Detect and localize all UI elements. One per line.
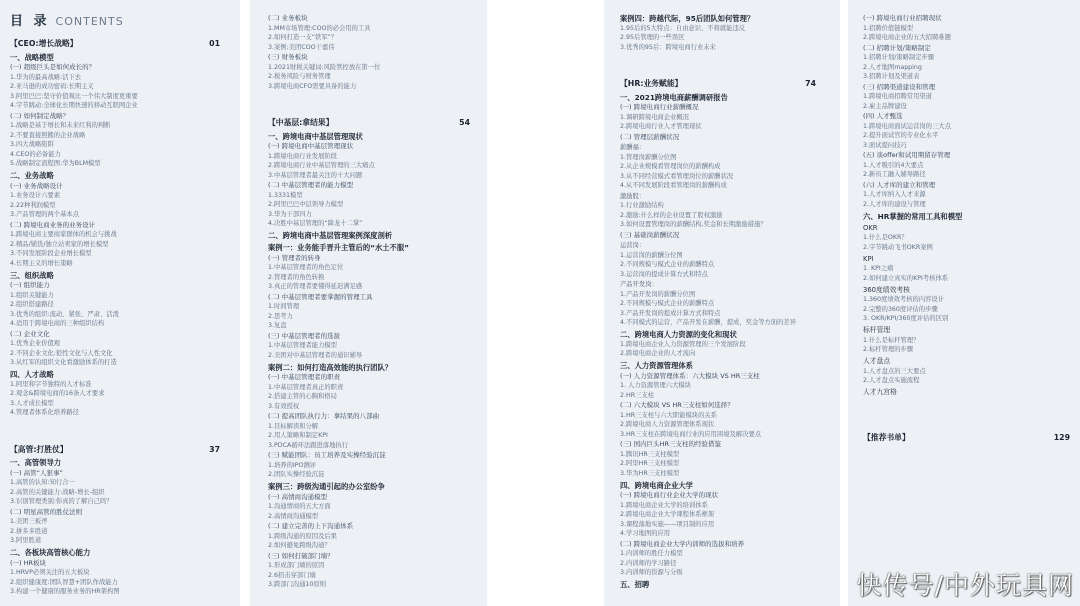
toc-item: 2.完整的360度评估的步骤 [863,305,938,313]
toc-item: 1.跨境电商企业大学的培训体系 [620,501,708,509]
toc-item: 4.从不同发展阶段看管理岗的薪酬构成 [620,182,727,189]
toc-item: 1.培养的IPO测评 [268,461,317,469]
toc-topic: 人才九宫格 [863,388,897,396]
toc-item: 2.跨境电商企业大学课程体系框架 [620,511,715,518]
toc-item: 3.课程落地实施——项目制的应用 [620,520,715,528]
toc-item: 1.华为的最高战略:活下去 [10,73,82,81]
toc-column [620,14,816,590]
toc-subsection: (三) 如何打破部门墙？ [268,551,334,560]
toc-item: 3.案例:美团COO干嘉伟 [268,43,335,51]
toc-item: 2.HR三支柱 [620,391,655,399]
toc-subsection: (二) 如何制定战略？ [10,111,70,120]
toc-item: 3.不同发展阶段企业增长模型 [10,250,92,257]
toc-subsection: (三) 赋能团队：员工培养及实操经验沉淀 [268,451,386,459]
toc-chapter-heading: 二、跨境电商中基层管理案例深度剖析 [268,231,393,240]
toc-item: 2.组织健康度:团队智慧+团队作战能力 [10,578,118,586]
toc-item: 1.中基层管理者的角色定位 [268,264,344,271]
toc-subsection: (二) 六大模块 VS HR三支柱如何选择？ [620,401,734,409]
toc-topic: 标杆管理 [863,326,891,334]
toc-page-number: 37 [209,444,220,454]
toc-page-number: 74 [805,79,816,88]
toc-label: 运营岗： [620,242,646,249]
toc-page-number: 54 [459,118,470,127]
toc-item: 3.复盘 [268,322,287,329]
toc-item: 1. KPI之痛 [863,265,894,272]
toc-item: 4.字节跳动:全球化长期快速的移动互联网企业 [10,102,138,109]
toc-item: 2.不要直接照搬的企业战略 [10,131,86,139]
toc-column [10,38,220,597]
toc-item: 1.内训师的胜任力模型 [620,550,683,557]
toc-label: 激励股： [620,192,646,200]
toc-item: 1.95后的5大特点：自由意识、不将就能违反 [620,24,746,32]
toc-case-heading: 案例一：业务能手晋升主管后的“水土不服” [268,243,409,252]
toc-subsection: (一) 跨境电商中基层管理现状 [268,142,354,150]
toc-item: 3.PDCA循环法跟进落地执行 [268,441,349,449]
toc-item: 3.识别管理类别:你真的了解自己吗？ [10,498,113,505]
toc-part-title: 【推荐书单】 [863,432,910,442]
toc-item: 3.从不同经营模式看管理岗位的薪酬状况 [620,172,734,180]
toc-item: 2.美团对中基层管理者的通识辅导 [268,351,363,359]
toc-item: 3.面试提问技巧 [863,141,907,149]
toc-page-panel [848,0,1080,606]
toc-item: 4.CEO的必备能力 [10,150,61,158]
toc-item: 4.长期主义的增长策略 [10,259,73,267]
toc-item: 1.HR三支柱与六大职能模块的关系 [620,411,717,419]
toc-item: 2.思考力 [268,312,293,320]
toc-item: 3.HR三支柱在跨境电商行业的应用困境及解决要点 [620,430,762,438]
toc-item: 4.不同模式的运营，产品开发在薪酬，提成，奖金等方面的差异 [620,319,797,326]
toc-chapter-heading: 五、招聘 [620,580,650,589]
toc-subsection: (二) 明星高管的胜仗法则 [10,507,83,516]
toc-item: 2.人才地图mapping [863,63,922,71]
toc-item: 3.优秀的组织:流动、紧张、严肃、活泼 [10,310,119,318]
toc-chapter-heading: 三、组织战略 [10,270,54,280]
toc-chapter-heading: 二、各板块高管核心能力 [10,548,91,557]
toc-item: 3.跨部门沟通10原则 [268,581,327,588]
toc-item: 3.产品开发岗的提成计算方式和特点 [620,309,721,317]
toc-chapter-heading: 一、跨境电商中基层管理现状 [268,131,363,141]
toc-subsection: (一) 组织能力 [10,281,50,289]
toc-item: 2.如何打造一支“铁军”？ [268,34,338,41]
toc-item: 4.学习地图的应用 [620,530,671,537]
toc-item: 1.沟通情商的五大方面 [268,503,331,510]
toc-subsection: (一) 超级巨头是如何成长的？ [10,63,96,71]
toc-subsection: (一) 中基层管理者的职责 [268,373,341,381]
toc-item: 2.不同规模与模式企业的薪酬特点 [620,300,715,307]
toc-label: 薪酬福： [620,144,646,151]
toc-chapter-heading: 四、人才战略 [10,370,54,379]
toc-item: 3.从红军的组织文化看激励体系的打造 [10,359,117,366]
toc-case-heading: 案例三：跨级沟通引起的办公室纷争 [268,482,385,491]
toc-item: 4.管理者体系化培养路径 [10,409,79,416]
toc-column [863,14,1070,444]
toc-item: 1.人才库纳入人才来源 [863,191,926,198]
toc-item: 2.用人策略和制定KPI [268,432,328,439]
toc-item: 4.决胜中基层管理的“降龙十二掌” [268,220,363,227]
toc-item: 3.招聘计划及渠道表 [863,73,920,80]
toc-subsection: (二) 跨境电商业务的业务设计 [10,220,96,229]
toc-page-panel [604,0,840,606]
toc-item: 1.3331模型 [268,191,303,199]
toc-item: 2.激励:什么样的企业设置了股权激励 [620,211,723,219]
toc-topic: 360度绩效考核 [863,285,910,294]
toc-item: 1.战略是基于增长和未来红利的判断 [10,122,111,129]
toc-page-number: 129 [1053,432,1070,442]
toc-item: 2.税务风险与财务管理 [268,73,331,80]
toc-chapter-heading: 六、HR掌握的常用工具和模型 [863,211,963,221]
toc-part [10,444,220,456]
toc-item: 1.高管的认知:知行合一 [10,479,75,486]
toc-chapter-heading: 一、2021跨境电商薪酬调研报告 [620,92,728,102]
toc-chapter-heading: 二、业务战略 [10,171,54,180]
toc-item: 1. 人力资源管理六大模块 [620,382,691,389]
toc-part-title: 【HR:业务赋能】 [620,79,683,88]
toc-item: 3. OKR/KPI/360度评估的区别 [863,315,949,322]
toc-item: 2.团队实操经验沉淀 [268,471,325,478]
toc-item: 4.适用于跨境电商的三种组织结构 [10,320,105,327]
toc-item: 2.从企业规模看管理岗位的薪酬构成 [620,163,721,170]
watermark: 快传号/中外玩具网 [856,571,1074,600]
toc-item: 1.人才吸引的4大要点 [863,161,924,169]
toc-part-title: 【CEO:增长战略】 [10,39,78,48]
toc-item: 5.战略制定流程图:华为BLM模型 [10,160,101,167]
toc-subtitle: CONTENTS [55,15,124,28]
toc-subsection: (二) 跨境电商企业大学内训师的选拔和培养 [620,539,745,548]
toc-chapter-heading: 二、跨境电商人力资源的变化和现状 [620,330,737,339]
toc-item: 2.跨境电商行业人才管理现状 [620,123,702,130]
toc-subsection: (六) 人才库的建立和管理 [863,180,936,189]
toc-subsection: (二) 管理层薪酬状况 [620,132,680,141]
toc-item: 1.时间管理 [268,303,300,310]
toc-item: 2.内训师的学习路径 [620,559,677,567]
toc-item: 2.不同规模与模式企业的薪酬特点 [620,261,715,268]
toc-part [268,117,470,129]
toc-item: 3.人才成长模型 [10,399,54,407]
toc-part [620,78,816,90]
toc-item: 1.跨境电商招聘常用渠道 [863,93,932,100]
toc-topic: 人才盘点 [863,357,891,365]
toc-item: 2.跨境电商企业的人才流向 [620,350,696,357]
toc-item: 3.如何设置管理岗的薪酬结构,奖金和长期激励措施？ [620,221,767,228]
toc-item: 1.目标解读和分解 [268,422,319,430]
toc-item: 2.亚马逊的成功密码:长期主义 [10,83,94,90]
toc-item: 1.业务设计六要素 [10,192,61,199]
toc-subsection: (一) 跨境电商行业企业大学的现状 [620,491,719,499]
toc-item: 2.如何建立真实的KPI考核体系 [863,274,949,282]
toc-part [863,432,1070,444]
toc-item: 2.观念&跨境电商的16条人才要求 [10,390,105,397]
toc-case-heading: 案例二：如何打造高效能的执行团队？ [268,362,393,372]
toc-item: 1.HRVP必须关注的五大板块 [10,569,90,576]
toc-item: 2.管理者的角色转换 [268,273,325,281]
toc-subsection: (一) 高管“人狠事” [10,468,63,477]
toc-item: 3.真正的管理者要懂得延迟满足感 [268,283,363,290]
toc-chapter-heading: 一、战略模型 [10,52,54,62]
toc-item: 1.什么是OKR？ [863,234,908,241]
toc-page-number: 01 [209,39,220,48]
toc-item: 3.构建一个健康的服务业务的HR架构图 [10,588,120,595]
toc-subsection: (三) 基础岗薪酬状况 [620,230,680,239]
toc-item: 3.优秀的95后：跨境电商行业未来 [620,43,716,51]
toc-item: 1.跨境电商主要商家群体的机会与挑战 [10,231,117,238]
toc-subsection: (二) 提高团队执行力：拿结果的八部曲 [268,412,380,420]
toc-item: 1.跨境电商面试运营岗的三大点 [863,122,951,130]
toc-item: 1.运营岗的薪酬分位图 [620,251,683,259]
toc-page-panel [0,0,240,606]
toc-item: 1.360度绩效考核的内容设计 [863,296,944,303]
toc-item: 1.美团三板斧 [10,518,48,525]
toc-subsection: (一) 业务战略设计 [10,181,63,190]
toc-item: 3.跨境电商CFO需要具备的能力 [268,82,357,90]
toc-item: 1.跨境电商行业发展阶段 [268,152,337,160]
toc-part [10,38,220,50]
toc-subsection: (二) 招聘计划/策略制定 [863,43,931,52]
toc-subsection: (四) 人才甄选 [863,112,903,120]
toc-item: 3.华为干部四力 [268,210,312,218]
toc-subsection: (一) 高情商沟通模型 [268,492,328,501]
toc-subsection: (一) 管理者的转身 [268,253,321,262]
toc-case-heading: 案例四：跨越代际，95后团队如何管理？ [620,14,755,23]
toc-item: 2.阿里巴巴中层领导力模型 [268,201,344,208]
toc-column [268,14,470,590]
toc-item: 2.字节跳动飞书OKR案例 [863,243,933,251]
toc-subsection: (一) HR板块 [10,558,47,567]
toc-subsection: (五) 谈offer和试用期留存管理 [863,151,951,159]
toc-item: 2.高情商沟通模型 [268,512,319,520]
toc-subsection: (二) 中基层管理者的能力模型 [268,181,354,189]
toc-item: 2.组织搭建路径 [10,301,54,308]
toc-topic: OKR [863,223,878,232]
toc-chapter-heading: 三、人力资源管理体系 [620,361,693,370]
toc-subsection: (一) 人力资源管理体系：六大模块 VS HR三支柱 [620,371,760,380]
toc-item: 1.组织关键能力 [10,291,54,299]
toc-item: 1.2021财税关键词:风险管控放在第一位 [268,63,381,71]
toc-subsection: (三) 招聘渠道建设和管理 [863,82,936,91]
toc-subsection: (三) 中基层管理者的选拔 [268,331,341,340]
toc-item: 1.跨境电商企业人力资源管理的三个发展阶段 [620,340,746,348]
toc-item: 2.阿里HR三支柱模型 [620,460,680,467]
toc-item: 1.行业激励结构 [620,202,664,209]
toc-item: 2.人才盘点实施流程 [863,377,920,384]
toc-item: 2.跨境电商人力资源管理体系现状 [620,421,715,428]
toc-item: 3.中基层管理者最关注的十大问题 [268,171,363,179]
toc-subsection: (三) 国内巨头HR三支柱的经验借鉴 [620,440,722,448]
toc-chapter-heading: 四、跨境电商企业大学 [620,480,693,490]
toc-part-title: 【高管:打胜仗】 [10,444,68,454]
toc-item: 1.阿里和字节独特的人才标准 [10,380,92,388]
toc-subsection: (二) 中基层管理者要掌握的管理工具 [268,292,373,301]
toc-item: 1.人才盘点的三大要点 [863,367,926,375]
toc-item: 2.不同企业文化:狼性文化与人性文化 [10,349,113,357]
toc-item: 1.优秀企业价值观 [10,340,61,347]
toc-item: 2.标杆管理的步骤 [863,346,914,353]
toc-header [10,10,220,34]
toc-item: 1.招聘计划/策略制定步骤 [863,54,935,61]
toc-subsection: (一) 跨境电商行业薪酬概况 [620,103,699,111]
toc-item: 2.如何避免跨级沟通？ [268,542,331,549]
toc-item: 2.精品/铺货/独立站卖家的增长模型 [10,240,109,248]
toc-item: 3.四大战略陷阱 [10,141,54,148]
toc-subsection: (二) 建立完善的上下沟通体系 [268,522,354,530]
toc-subsection: (三) 财务板块 [268,53,308,61]
toc-page-panel [250,0,487,606]
toc-item: 2.95后管理的一些误区 [620,34,685,41]
toc-item: 3.运营岗的提成计算方式和特点 [620,270,708,278]
toc-item: 3.内训师的资源与分级 [620,569,683,576]
toc-chapter-heading: 一、高管领导力 [10,458,62,467]
toc-item: 2.人才库的建设与管理 [863,200,926,208]
toc-item: 2.6招击穿部门墙 [268,571,316,579]
toc-item: 3.阿里胜道 [10,537,42,544]
toc-item: 2.跨境电商行业中基层管理的三大痛点 [268,162,375,169]
toc-item: 1.什么是标杆管理？ [863,336,920,344]
toc-item: 2.跨境电商企业的五大招聘难题 [863,34,951,41]
toc-item: 2.搭建主管的心胸和格局 [268,393,337,400]
toc-item: 3.产品管理的两个基本点 [10,211,79,218]
toc-topic: KPI [863,254,874,263]
toc-item: 2.雇主品牌建设 [863,102,907,110]
toc-subsection: (一) 跨境电商行业招聘现状 [863,14,942,22]
toc-item: 3.有效授权 [268,402,300,410]
toc-item: 1.形成部门墙的原因 [268,562,325,569]
toc-subsection: (二) 企业文化 [10,329,50,338]
toc-item: 3.阿里巴巴:坚守价值观比一个伟大制度更重要 [10,92,138,100]
toc-item: 1.中基层管理者真正的职责 [268,383,344,391]
toc-label: 产品开发岗： [620,281,658,288]
toc-item: 2.高管的关键能力:战略-增长-组织 [10,488,105,496]
toc-title: 目 录 [10,14,50,29]
toc-item: 2.提升面试官的专业化水平 [863,132,939,139]
toc-item: 1.中基层管理者能力模型 [268,342,337,349]
toc-subsection: (二) 业务板块 [268,14,308,22]
toc-item: 2.新员工融入辅导路径 [863,171,926,178]
toc-item: 1.腾讯HR三支柱模型 [620,450,680,458]
toc-item: 3.华为HR三支柱模型 [620,469,680,477]
toc-item: 1.跨级沟通的原因及后果 [268,532,337,540]
toc-item: 1.产品开发岗的薪酬分位图 [620,290,696,298]
toc-item: 2.拼多多胜道 [10,527,48,535]
toc-item: 1.管理岗薪酬分位图 [620,153,677,161]
toc-item: 1.MM市场管理:COO的必会用的工具 [268,24,371,32]
toc-item: 1.招聘价值链模型 [863,24,914,32]
toc-item: 1.调研跨境电商企业概况 [620,113,689,121]
toc-item: 2.22种利润模型 [10,201,56,209]
toc-part-title: 【中基层:拿结果】 [268,118,334,127]
